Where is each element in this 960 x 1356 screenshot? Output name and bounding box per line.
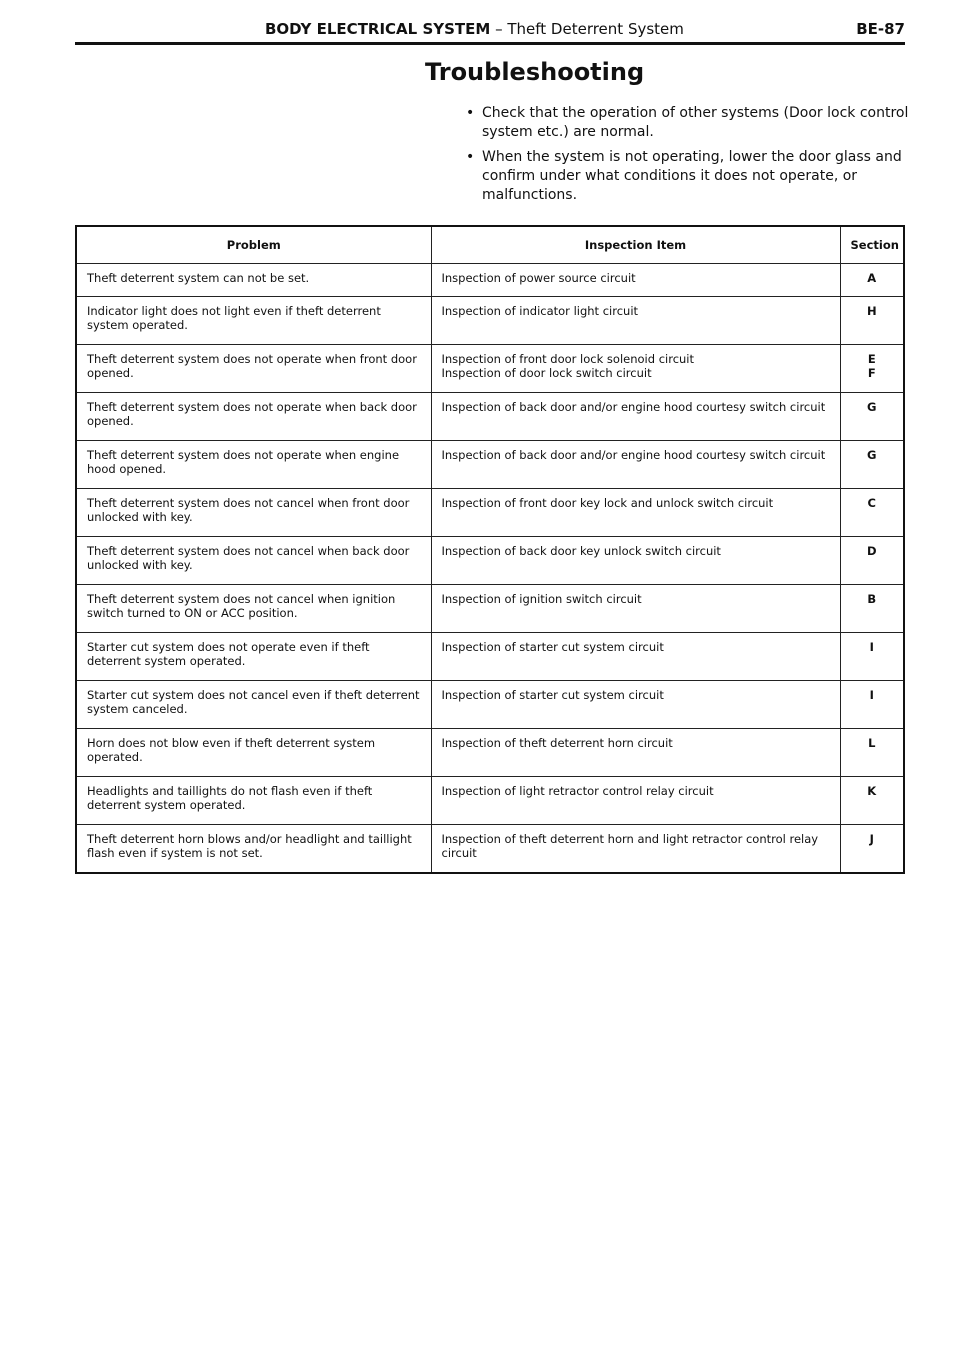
section-cell [840, 777, 904, 825]
table-row [76, 264, 904, 297]
section-code: F [867, 366, 876, 380]
section-cell [840, 825, 904, 873]
inspection-text: Inspection of starter cut system circuit [441, 688, 664, 702]
inspection-cell [431, 729, 840, 777]
page-header [75, 18, 905, 42]
inspection-text: Inspection of indicator light circuit [441, 304, 639, 318]
problem-cell: Horn does not blow even if theft deterrent system operated. [76, 729, 431, 777]
inspection-text: Inspection of back door and/or engine hood courtesy switch circuit [441, 400, 826, 414]
inspection-text: Inspection of back door key unlock switch circuit [441, 544, 721, 558]
section-code: D [866, 544, 877, 558]
section-cell [840, 489, 904, 537]
table-row [76, 825, 904, 873]
section-cell [840, 345, 904, 393]
section-cell [840, 441, 904, 489]
section-cell [840, 264, 904, 297]
problem-cell: Theft deterrent system does not operate when front door opened. [76, 345, 431, 393]
column-header-inspection: Inspection Item [431, 226, 840, 264]
inspection-cell [431, 489, 840, 537]
section-cell [840, 585, 904, 633]
table-row [76, 441, 904, 489]
inspection-text: Inspection of front door lock solenoid circuit [441, 352, 695, 366]
problem-cell: Theft deterrent system does not cancel when back door unlocked with key. [76, 537, 431, 585]
problem-cell: Starter cut system does not cancel even if theft deterrent system canceled. [76, 681, 431, 729]
section-code: L [868, 736, 876, 750]
inspection-text: Inspection of ignition switch circuit [441, 592, 642, 606]
section-cell [840, 633, 904, 681]
notes-list [462, 104, 912, 211]
problem-cell: Starter cut system does not operate even if theft deterrent system operated. [76, 633, 431, 681]
section-code: C [867, 496, 876, 510]
header-rule [75, 42, 905, 45]
inspection-cell [431, 777, 840, 825]
problem-cell: Theft deterrent system does not operate when back door opened. [76, 393, 431, 441]
problem-cell: Theft deterrent system does not operate when engine hood opened. [76, 441, 431, 489]
section-code: A [867, 271, 877, 285]
note-item [462, 104, 912, 142]
bullet-icon: • [466, 149, 475, 165]
header-title [265, 20, 684, 38]
section-cell [840, 393, 904, 441]
section-cell [840, 729, 904, 777]
inspection-cell [431, 585, 840, 633]
section-cell [840, 681, 904, 729]
page-number: BE-87 [856, 20, 905, 38]
header-title-main: BODY ELECTRICAL SYSTEM [265, 20, 491, 38]
inspection-cell [431, 393, 840, 441]
inspection-text: Inspection of door lock switch circuit [441, 366, 652, 380]
section-code: H [866, 304, 877, 318]
table-header-row [76, 226, 904, 264]
note-text: Check that the operation of other systems (Door lock control system etc.) are normal. [482, 105, 909, 140]
table-row [76, 777, 904, 825]
inspection-cell [431, 681, 840, 729]
table-row [76, 585, 904, 633]
table-row [76, 537, 904, 585]
inspection-text: Inspection of theft deterrent horn circuit [441, 736, 673, 750]
section-code: I [869, 688, 874, 702]
header-title-sub: – Theft Deterrent System [490, 20, 684, 38]
table-row [76, 489, 904, 537]
note-item [462, 148, 912, 205]
section-code: I [869, 640, 874, 654]
inspection-cell [431, 297, 840, 345]
problem-cell: Indicator light does not light even if theft deterrent system operated. [76, 297, 431, 345]
table-row [76, 297, 904, 345]
inspection-cell [431, 537, 840, 585]
inspection-text: Inspection of back door and/or engine hood courtesy switch circuit [441, 448, 826, 462]
note-text: When the system is not operating, lower the door glass and confirm under what conditions it does not operate, or malfunctions. [482, 149, 902, 203]
problem-cell: Theft deterrent horn blows and/or headlight and taillight flash even if system is not set. [76, 825, 431, 873]
column-header-problem: Problem [76, 226, 431, 264]
problem-cell: Theft deterrent system does not cancel when front door unlocked with key. [76, 489, 431, 537]
inspection-text: Inspection of theft deterrent horn and light retractor control relay circuit [441, 832, 819, 860]
section-cell [840, 537, 904, 585]
section-code: B [867, 592, 877, 606]
problem-cell: Theft deterrent system can not be set. [76, 264, 431, 297]
bullet-icon: • [466, 105, 475, 121]
inspection-cell [431, 441, 840, 489]
table-row [76, 393, 904, 441]
section-title: Troubleshooting [425, 58, 645, 86]
inspection-text: Inspection of front door key lock and unlock switch circuit [441, 496, 774, 510]
table-row [76, 345, 904, 393]
inspection-cell [431, 345, 840, 393]
table-row [76, 633, 904, 681]
section-cell [840, 297, 904, 345]
section-code: E [867, 352, 876, 366]
troubleshooting-table [75, 225, 905, 874]
section-code: K [867, 784, 877, 798]
inspection-cell [431, 633, 840, 681]
inspection-cell [431, 825, 840, 873]
section-code: G [867, 448, 877, 462]
column-header-section: Section [840, 226, 904, 264]
inspection-text: Inspection of starter cut system circuit [441, 640, 664, 654]
inspection-text: Inspection of power source circuit [441, 271, 636, 285]
section-code: G [867, 400, 877, 414]
table-row [76, 681, 904, 729]
section-code: J [869, 832, 874, 846]
table-row [76, 729, 904, 777]
inspection-text: Inspection of light retractor control relay circuit [441, 784, 714, 798]
problem-cell: Theft deterrent system does not cancel when ignition switch turned to ON or ACC position. [76, 585, 431, 633]
problem-cell: Headlights and taillights do not flash even if theft deterrent system operated. [76, 777, 431, 825]
inspection-cell [431, 264, 840, 297]
